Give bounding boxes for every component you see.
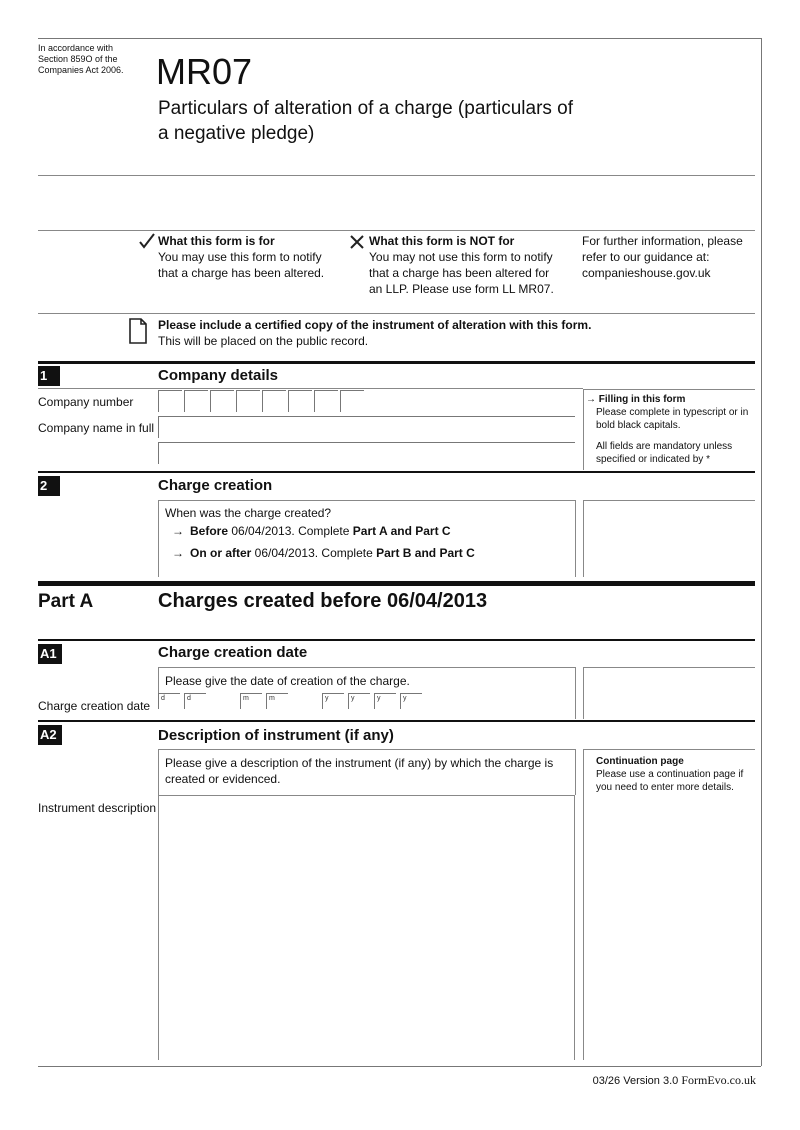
option-bold: Before	[190, 524, 229, 538]
option-parts: Part B and Part C	[376, 546, 475, 560]
frame-bottom	[38, 1066, 761, 1067]
sidebar-heading: Filling in this form	[598, 394, 686, 405]
date-cell-month[interactable]: m	[266, 693, 288, 709]
section-number: 1	[38, 366, 60, 386]
footer-brand: FormEvo.co.uk	[681, 1073, 756, 1087]
date-cell-year[interactable]: y	[322, 693, 344, 709]
what-not-for-line: an LLP. Please use form LL MR07.	[369, 282, 554, 296]
instrument-description-field[interactable]	[158, 795, 575, 1060]
divider	[38, 175, 755, 176]
arrow-right-icon: →	[172, 546, 184, 560]
notice	[158, 317, 591, 349]
what-not-for	[369, 233, 554, 297]
what-for-heading: What this form is for	[158, 234, 275, 248]
divider	[38, 388, 583, 389]
date-cell-year[interactable]: y	[348, 693, 370, 709]
instruction-line: created or evidenced.	[165, 772, 281, 786]
divider	[158, 667, 575, 668]
section-title: Charge creation date	[158, 644, 308, 661]
section-number: A1	[38, 644, 62, 664]
divider	[38, 230, 755, 231]
what-not-for-line: You may not use this form to notify	[369, 250, 553, 264]
option-text: 06/04/2013. Complete	[251, 546, 377, 560]
part-label: Part A	[38, 591, 94, 612]
digit-box[interactable]	[262, 390, 286, 412]
part-title: Charges created before 06/04/2013	[158, 590, 488, 612]
instrument-instruction	[165, 755, 553, 787]
part-rule	[38, 581, 755, 586]
what-not-for-heading: What this form is NOT for	[369, 234, 515, 248]
further-info-line: refer to our guidance at:	[582, 250, 710, 264]
digit-box[interactable]	[340, 390, 364, 412]
arrow-right-icon: →	[172, 524, 184, 538]
sidebar-top	[583, 500, 755, 501]
box-right	[575, 749, 576, 795]
document-icon	[128, 318, 148, 349]
charge-date-instruction: Please give the date of creation of the charge.	[165, 674, 410, 688]
instruction-line: Please give a description of the instrument (if any) by which the charge is	[165, 756, 554, 770]
sidebar-line: Please complete in typescript or in	[596, 407, 749, 418]
option-before[interactable]	[172, 523, 451, 539]
continuation-line: Please use a continuation page if	[596, 769, 744, 780]
section-title: Charge creation	[158, 477, 273, 494]
digit-box[interactable]	[210, 390, 234, 412]
notice-bold: Please include a certified copy of the instrument of alteration with this form.	[158, 318, 592, 332]
frame-right	[761, 38, 762, 1066]
section-number: 2	[38, 476, 60, 496]
section-number: A2	[38, 725, 62, 745]
form-title	[158, 96, 573, 146]
further-info-line: For further information, please	[582, 234, 743, 248]
continuation-heading: Continuation page	[596, 756, 684, 767]
sidebar-line: All fields are mandatory unless	[596, 441, 733, 452]
digit-box[interactable]	[184, 390, 208, 412]
company-name-field-1[interactable]	[158, 416, 575, 438]
option-bold: On or after	[190, 546, 252, 560]
section-title: Description of instrument (if any)	[158, 727, 394, 744]
digit-box[interactable]	[236, 390, 260, 412]
date-cell-year[interactable]: y	[374, 693, 396, 709]
what-for	[158, 233, 324, 281]
cross-icon	[349, 234, 365, 255]
instrument-description-label: Instrument description	[38, 801, 157, 815]
section-rule	[38, 720, 755, 722]
option-on-or-after[interactable]	[172, 545, 475, 561]
box-left	[158, 749, 159, 795]
notice-line: This will be placed on the public record.	[158, 334, 369, 348]
sidebar-filling	[586, 393, 748, 466]
digit-box[interactable]	[158, 390, 182, 412]
legal-note-line: In accordance with	[38, 43, 114, 53]
what-for-line: that a charge has been altered.	[158, 266, 325, 280]
form-title-line: a negative pledge)	[158, 123, 315, 144]
footer-version: 03/26 Version 3.0	[592, 1075, 679, 1087]
sidebar-border	[583, 500, 584, 577]
digit-box[interactable]	[288, 390, 312, 412]
sidebar-line: specified or indicated by *	[596, 454, 710, 465]
form-code: MR07	[156, 51, 253, 92]
sidebar-line: bold black capitals.	[596, 420, 681, 431]
charge-date-label: Charge creation date	[38, 699, 151, 713]
legal-note-line: Companies Act 2006.	[38, 65, 124, 75]
section-rule	[38, 471, 755, 473]
box-left	[158, 667, 159, 693]
arrow-right-icon: →	[586, 394, 599, 405]
sidebar-border	[583, 667, 584, 719]
company-number-label: Company number	[38, 395, 134, 409]
digit-box[interactable]	[314, 390, 338, 412]
sidebar-top	[583, 389, 755, 390]
section-title: Company details	[158, 367, 279, 384]
company-name-field-2[interactable]	[158, 442, 575, 464]
option-text: 06/04/2013. Complete	[228, 524, 353, 538]
section-rule	[38, 639, 755, 641]
box-right	[575, 500, 576, 577]
box-right	[575, 667, 576, 719]
date-cell-year[interactable]: y	[400, 693, 422, 709]
divider	[38, 313, 755, 314]
company-name-label: Company name in full	[38, 421, 155, 435]
box-left	[158, 500, 159, 577]
sidebar-top	[583, 749, 755, 750]
date-cell-day[interactable]: d	[158, 693, 180, 709]
what-for-line: You may use this form to notify	[158, 250, 322, 264]
legal-note	[38, 43, 124, 76]
date-cell-month[interactable]: m	[240, 693, 262, 709]
form-title-line: Particulars of alteration of a charge (particulars of	[158, 98, 574, 119]
frame-top	[38, 38, 761, 39]
sidebar-border	[583, 390, 584, 470]
date-cell-day[interactable]: d	[184, 693, 206, 709]
checkmark-icon	[138, 232, 156, 255]
further-info	[582, 233, 743, 281]
continuation-note	[596, 755, 743, 794]
sidebar-border	[583, 749, 584, 1060]
sidebar-top	[583, 667, 755, 668]
divider	[158, 500, 575, 501]
further-info-line: companieshouse.gov.uk	[582, 266, 711, 280]
section-rule	[38, 361, 755, 364]
continuation-line: you need to enter more details.	[596, 782, 734, 793]
footer	[593, 1073, 756, 1088]
charge-question: When was the charge created?	[165, 506, 332, 520]
divider	[158, 749, 575, 750]
legal-note-line: Section 859O of the	[38, 54, 118, 64]
option-parts: Part A and Part C	[352, 524, 451, 538]
what-not-for-line: that a charge has been altered for	[369, 266, 550, 280]
